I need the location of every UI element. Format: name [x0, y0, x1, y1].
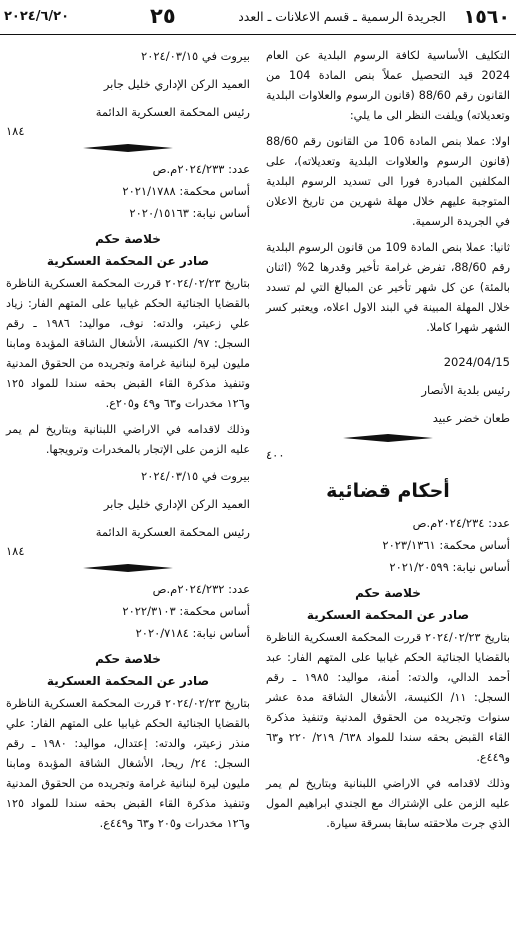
judgment-summary-title: خلاصة حكم — [95, 232, 161, 246]
judgment-text-2: وذلك لاقدامه في الاراضي اللبنانية وبتاريخ لم يمر عليه الزمن على الإشتراك مع الجندي ابراهيم المول الذي جرت ملاحقته سابقا بسرقة سيارة. — [266, 777, 510, 830]
notice-number: ١٨٤ — [6, 124, 25, 138]
prosecution-basis-number: أساس نيابة: ٢٠٢١/٢٠٥٩٩ — [389, 560, 510, 574]
case-number: عدد: ٢٠٢٤/٢٣٤م.ص — [412, 516, 510, 530]
judgment-summary-title: خلاصة حكم — [355, 586, 421, 600]
court-basis-number: أساس محكمة: ٢٠٢٢/٣١٠٣ — [122, 604, 250, 618]
left-column — [6, 46, 250, 840]
judgment-text: بتاريخ ٢٠٢٤/٠٢/٢٣ قررت المحكمة العسكرية الناظرة بالقضايا الجنائية الحكم غيابيا على المتهم الفار: عبد أحمد الدالي، والدته: أمنة، مواليد: ١٩٨٥ ـ رقم السجل: ١١/ الكنيسة، الأشغال الشاقة مدة عشر سنوات وتجريده من الحقوق المدنية وتنفيذ مذكرة القاء القبض بحقه سندا للمواد ٦٣٨/ ٢١٩/ ٢٢٠ و٦٣ و٤٤٩ع. — [266, 631, 511, 764]
divider-ornament — [6, 144, 250, 152]
signature-title: رئيس المحكمة العسكرية الدائمة — [95, 525, 250, 539]
court-basis-number: أساس محكمة: ٢٠٢٣/١٣٦١ — [382, 538, 510, 552]
issue-number: ٢٥ — [150, 4, 176, 28]
signature-date: 2024/04/15 — [443, 355, 510, 369]
court-basis-number: أساس محكمة: ٢٠٢١/١٧٨٨ — [122, 184, 250, 198]
signature-name: طعان خضر عبيد — [432, 411, 510, 425]
court-title: صادر عن المحكمة العسكرية — [306, 608, 470, 622]
case-number: عدد: ٢٠٢٤/٢٣٣م.ص — [152, 162, 250, 176]
prosecution-basis-number: أساس نيابة: ٢٠٢٠/٧١٨٤ — [135, 626, 250, 640]
case-number: عدد: ٢٠٢٤/٢٣٢م.ص — [152, 582, 250, 596]
signature-title: رئيس بلدية الأنصار — [421, 383, 510, 397]
signature-name: العميد الركن الإداري خليل جابر — [103, 77, 250, 91]
divider-ornament — [266, 434, 510, 442]
notice-number: ٤٠٠ — [266, 448, 285, 462]
judgment-summary-title: خلاصة حكم — [95, 652, 161, 666]
right-column — [266, 46, 510, 840]
signature-place-date: بيروت في ٢٠٢٤/٠٣/١٥ — [141, 49, 250, 63]
issue-date: ٢٠٢٤/٦/٢٠ — [4, 9, 70, 24]
signature-name: العميد الركن الإداري خليل جابر — [103, 497, 250, 511]
tax-notice-intro: التكليف الأساسية لكافة الرسوم البلدية عن العام 2024 قيد التحصيل عملاً بنص المادة 104 من القانون رقم 88/60 (قانون الرسوم والعلاوات البلدية وتعديلاته) ويلفت النظر الى ما يلي: — [266, 49, 510, 122]
tax-notice-item-1: اولا: عملا بنص المادة 106 من القانون رقم 88/60 (قانون الرسوم والعلاوات البلدية وتعديلاته)، على المكلفين المبادرة فورا الى تسديد الرسوم البلدية المتوجبة عليهم خلال مهلة شهرين من تاريخ الاعلان في الجريدة الرسمية. — [266, 135, 510, 228]
judgment-text: بتاريخ ٢٠٢٤/٠٢/٢٣ قررت المحكمة العسكرية الناظرة بالقضايا الجنائية الحكم غيابيا على المتهم الفار: علي منذر زعيتر، والدته: إعتدال، مواليد: ١٩٨٠ ـ رقم السجل: ٢٤/ ريحا، الأشغال الشاقة المؤبدة ومابنا مليون ليرة لبنانية غرامة وتجريده من الحقوق المدنية وتنفيذ مذكرة القاء القبض بحقه سندا للمواد ١٢٥ و١٢٦ مخدرات و٢٠٥ و٦٣ و٤٤٩ع. — [6, 697, 250, 830]
prosecution-basis-number: أساس نيابة: ٢٠٢٠/١٥١٦٣ — [129, 206, 250, 220]
page-header — [0, 0, 516, 35]
court-title: صادر عن المحكمة العسكرية — [46, 254, 210, 268]
gazette-title: الجريدة الرسمية ـ قسم الاعلانات ـ العدد — [238, 9, 446, 24]
judgment-text-2: وذلك لاقدامه في الاراضي اللبنانية وبتاريخ لم يمر عليه الزمن على الإتجار بالمخدرات وترويجها. — [6, 423, 250, 456]
signature-place-date: بيروت في ٢٠٢٤/٠٣/١٥ — [141, 469, 250, 483]
signature-title: رئيس المحكمة العسكرية الدائمة — [95, 105, 250, 119]
divider-ornament — [6, 564, 250, 572]
court-title: صادر عن المحكمة العسكرية — [46, 674, 210, 688]
notice-number: ١٨٤ — [6, 544, 25, 558]
judgment-text: بتاريخ ٢٠٢٤/٠٢/٢٣ قررت المحكمة العسكرية الناظرة بالقضايا الجنائية الحكم غيابيا على المتهم الفار: زياد علي زعيتر، والدته: نوف، مواليد: ١٩٨٦ ـ رقم السجل: ٩٧/ الكنيسة، الأشغال الشاقة المؤبدة ومابنا مليون ليرة لبنانية غرامة وتجريده من الحقوق المدنية وتنفيذ مذكرة القاء القبض بحقه سندا للمواد ١٢٥ و١٢٦ مخدرات و٦٣ و٤٩ و٢٠٥ع. — [6, 277, 250, 410]
page-number: ١٥٦٠ — [463, 6, 510, 28]
tax-notice-item-2: ثانيا: عملا بنص المادة 109 من قانون الرسوم البلدية رقم 88/60، تفرض غرامة تأخير وقدرها 2% (اثنان بالمئة) عن كل شهر تأخير عن المبالغ التي لم تسدد خلال المهلة المبينة في البند الاول اعلاه، ويعتبر كسر الشهر شهرا كاملا. — [266, 241, 511, 334]
section-title: أحكام قضائية — [326, 480, 450, 502]
